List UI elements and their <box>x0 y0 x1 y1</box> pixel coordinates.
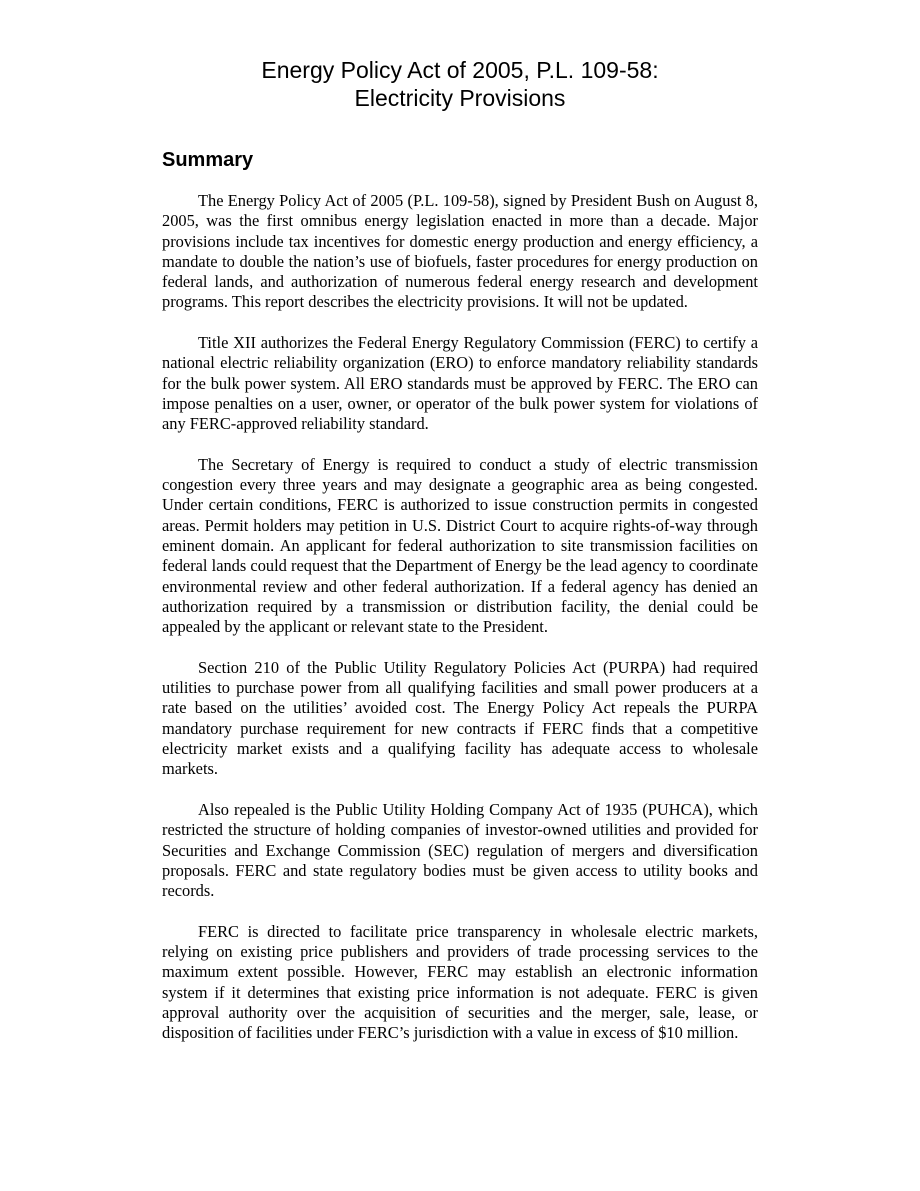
section-heading-summary: Summary <box>162 149 254 171</box>
paragraph-3: The Secretary of Energy is required to conduct a study of electric transmission congestion every three years and may designate a geographic area as being congested. Under certain conditions, FERC is authorized to issue construction permits in congested areas. Permit holders may petition in U.S. District Court to acquire rights-of-way through eminent domain. An applicant for federal authorization to site transmission facilities on federal lands could request that the Department of Energy be the lead agency to coordinate environmental review and other federal authorization. If a federal agency has denied an authorization required by a transmission or distribution facility, the denial could be appealed by the applicant or relevant state to the President. <box>162 454 758 637</box>
title-line-1: Energy Policy Act of 2005, P.L. 109-58: <box>261 57 659 83</box>
summary-body <box>162 191 758 1064</box>
document-title <box>0 56 920 112</box>
paragraph-1: The Energy Policy Act of 2005 (P.L. 109-58), signed by President Bush on August 8, 2005, was the first omnibus energy legislation enacted in more than a decade. Major provisions include tax incentives for domestic energy production and energy efficiency, a mandate to double the nation’s use of biofuels, faster procedures for energy production on federal lands, and authorization of numerous federal energy research and development programs. This report describes the electricity provisions. It will not be updated. <box>162 191 758 312</box>
paragraph-4: Section 210 of the Public Utility Regulatory Policies Act (PURPA) had required utilities to purchase power from all qualifying facilities and small power producers at a rate based on the utilities’ avoided cost. The Energy Policy Act repeals the PURPA mandatory purchase requirement for new contracts if FERC finds that a competitive electricity market exists and a qualifying facility has adequate access to wholesale markets. <box>162 657 758 779</box>
paragraph-6: FERC is directed to facilitate price transparency in wholesale electric markets, relying on existing price publishers and providers of trade processing services to the maximum extent possible. However, FERC may establish an electronic information system if it determines that existing price information is not adequate. FERC is given approval authority over the acquisition of securities and the merger, sale, lease, or disposition of facilities under FERC’s jurisdiction with a value in excess of $10 million. <box>162 921 758 1043</box>
paragraph-5: Also repealed is the Public Utility Holding Company Act of 1935 (PUHCA), which restricted the structure of holding companies of investor-owned utilities and provided for Securities and Exchange Commission (SEC) regulation of mergers and diversification proposals. FERC and state regulatory bodies must be given access to utility books and records. <box>162 799 758 901</box>
paragraph-2: Title XII authorizes the Federal Energy Regulatory Commission (FERC) to certify a national electric reliability organization (ERO) to enforce mandatory reliability standards for the bulk power system. All ERO standards must be approved by FERC. The ERO can impose penalties on a user, owner, or operator of the bulk power system for violations of any FERC-approved reliability standard. <box>162 333 758 434</box>
title-line-2: Electricity Provisions <box>354 85 566 111</box>
